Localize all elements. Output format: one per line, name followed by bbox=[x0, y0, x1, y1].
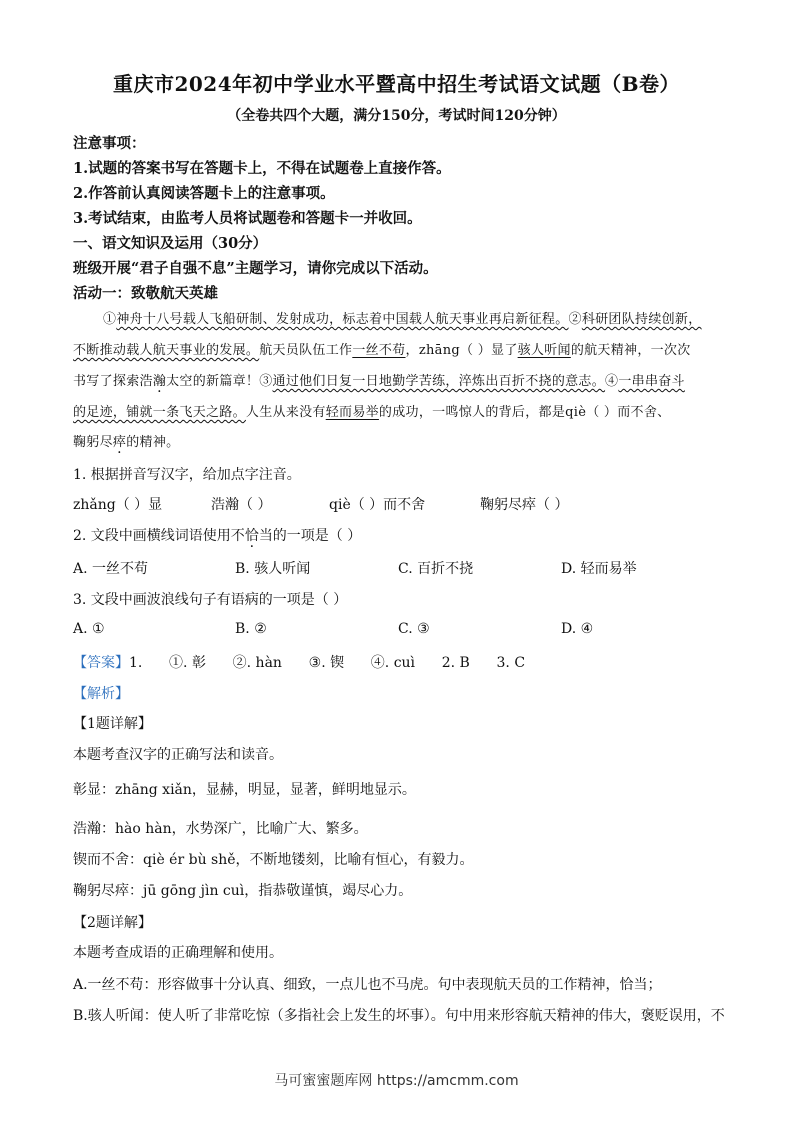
section-intro: 班级开展“君子自强不息”主题学习，请你完成以下活动。 bbox=[73, 260, 438, 277]
underlined-word: 轻而易举 bbox=[325, 405, 379, 420]
detail-heading: 【1题详解】 bbox=[73, 716, 152, 732]
dotted-char: 恰 bbox=[244, 528, 259, 544]
q2-option: B. 骇人听闻 bbox=[235, 561, 311, 577]
analysis-line: 本题考查汉字的正确写法和读音。 bbox=[73, 747, 283, 763]
q2-option: A. 一丝不苟 bbox=[73, 561, 149, 577]
wavy-sentence-1: 神舟十八号载人飞船研制、发射成功，标志着中国载人航天事业再启新征程。 bbox=[116, 312, 569, 327]
analysis-line: 浩瀚：hào hàn，水势深广，比喻广大、繁多。 bbox=[73, 821, 368, 837]
analysis-line: A.一丝不苟：形容做事十分认真、细致，一点儿也不马虎。句中表现航天员的工作精神，恰当； bbox=[73, 977, 662, 993]
page-subtitle: （全卷共四个大题，满分150分，考试时间120分钟） bbox=[227, 108, 566, 124]
analysis-line: B.骇人听闻：使人听了非常吃惊（多指社会上发生的坏事）。句中用来形容航天精神的伟大，褒贬误用，不 bbox=[73, 1008, 725, 1024]
q1-item: zhǎng（ ）显 bbox=[73, 497, 163, 513]
passage-line: 鞠躬尽瘁的精神。 bbox=[73, 435, 180, 450]
passage-line: 的足迹，铺就一条飞天之路。人生从来没有轻而易举的成功，一鸣惊人的背后，都是qiè（ ）而不舍、 bbox=[73, 405, 671, 420]
q3-option: D. ④ bbox=[561, 621, 594, 637]
wavy-sentence-4: 一串串奋斗 bbox=[618, 374, 685, 389]
wavy-sentence-4-cont: 的足迹，铺就一条飞天之路。 bbox=[73, 405, 246, 420]
q3-option: A. ① bbox=[73, 621, 105, 637]
passage-line: ①神舟十八号载人飞船研制、发射成功，标志着中国载人航天事业再启新征程。②科研团队持续创新， bbox=[103, 312, 702, 327]
question-1-stem: 1. 根据拼音写汉字，给加点字注音。 bbox=[73, 467, 301, 483]
q1-item: 浩瀚（ ） bbox=[211, 497, 272, 513]
wavy-sentence-2: 科研团队持续创新， bbox=[581, 312, 702, 327]
question-3-stem: 3. 文段中画波浪线句子有语病的一项是（ ） bbox=[73, 592, 348, 608]
answer-line bbox=[73, 652, 525, 672]
activity-heading: 活动一：致敬航天英雄 bbox=[73, 285, 218, 302]
q3-option: C. ③ bbox=[398, 621, 430, 637]
q1-item: qiè（ ）而不舍 bbox=[329, 497, 426, 513]
footer-watermark: 马可蜜蜜题库网 https://amcmm.com bbox=[274, 1073, 519, 1089]
dotted-char: 瘁 bbox=[112, 435, 127, 450]
question-2-stem: 2. 文段中画横线词语使用不恰当的一项是（ ） bbox=[73, 528, 362, 544]
analysis-line: 本题考查成语的正确理解和使用。 bbox=[73, 945, 283, 961]
analysis-line: 彰显：zhāng xiǎn，显赫，明显，显著，鲜明地显示。 bbox=[73, 782, 416, 798]
page-title: 重庆市2024年初中学业水平暨高中招生考试语文试题（B卷） bbox=[112, 72, 681, 96]
notice-heading: 注意事项： bbox=[73, 135, 146, 152]
passage-line: 书写了探索浩瀚太空的新篇章！③通过他们日复一日地勤学苦练，淬炼出百折不挠的意志。④一串串奋斗 bbox=[73, 374, 685, 389]
underlined-word: 骇人听闻 bbox=[517, 343, 571, 358]
analysis-tag: 【解析】 bbox=[73, 686, 129, 702]
wavy-sentence-2-cont: 不断推动载人航天事业的发展。 bbox=[73, 343, 260, 358]
notice-item: 3.考试结束，由监考人员将试题卷和答题卡一并收回。 bbox=[73, 210, 422, 227]
notice-item: 1.试题的答案书写在答题卡上，不得在试题卷上直接作答。 bbox=[73, 160, 451, 177]
answer-text: 1. ①. 彰 ②. hàn ③. 锲 ④. cuì 2. B 3. C bbox=[129, 655, 526, 671]
analysis-line: 鞠躬尽瘁：jū gōng jìn cuì，指恭敬谨慎，竭尽心力。 bbox=[73, 883, 413, 899]
passage-line: 不断推动载人航天事业的发展。航天员队伍工作一丝不苟，zhāng（ ）显了骇人听闻的航天精神，一次次 bbox=[73, 343, 691, 358]
q2-option: C. 百折不挠 bbox=[398, 561, 474, 577]
notice-item: 2.作答前认真阅读答题卡上的注意事项。 bbox=[73, 185, 335, 202]
section-heading: 一、语文知识及运用（30分） bbox=[73, 235, 268, 252]
answer-tag: 【答案】 bbox=[73, 655, 129, 671]
dotted-char: 瀚 bbox=[152, 374, 167, 389]
wavy-sentence-3: 通过他们日复一日地勤学苦练，淬炼出百折不挠的意志。 bbox=[272, 374, 606, 389]
detail-heading: 【2题详解】 bbox=[73, 915, 152, 931]
analysis-line: 锲而不舍：qiè ér bù shě，不断地镂刻，比喻有恒心，有毅力。 bbox=[73, 852, 474, 868]
underlined-word: 一丝不苟 bbox=[352, 343, 406, 358]
q1-item: 鞠躬尽瘁（ ） bbox=[480, 497, 569, 513]
q3-option: B. ② bbox=[235, 621, 267, 637]
q2-option: D. 轻而易举 bbox=[561, 561, 637, 577]
